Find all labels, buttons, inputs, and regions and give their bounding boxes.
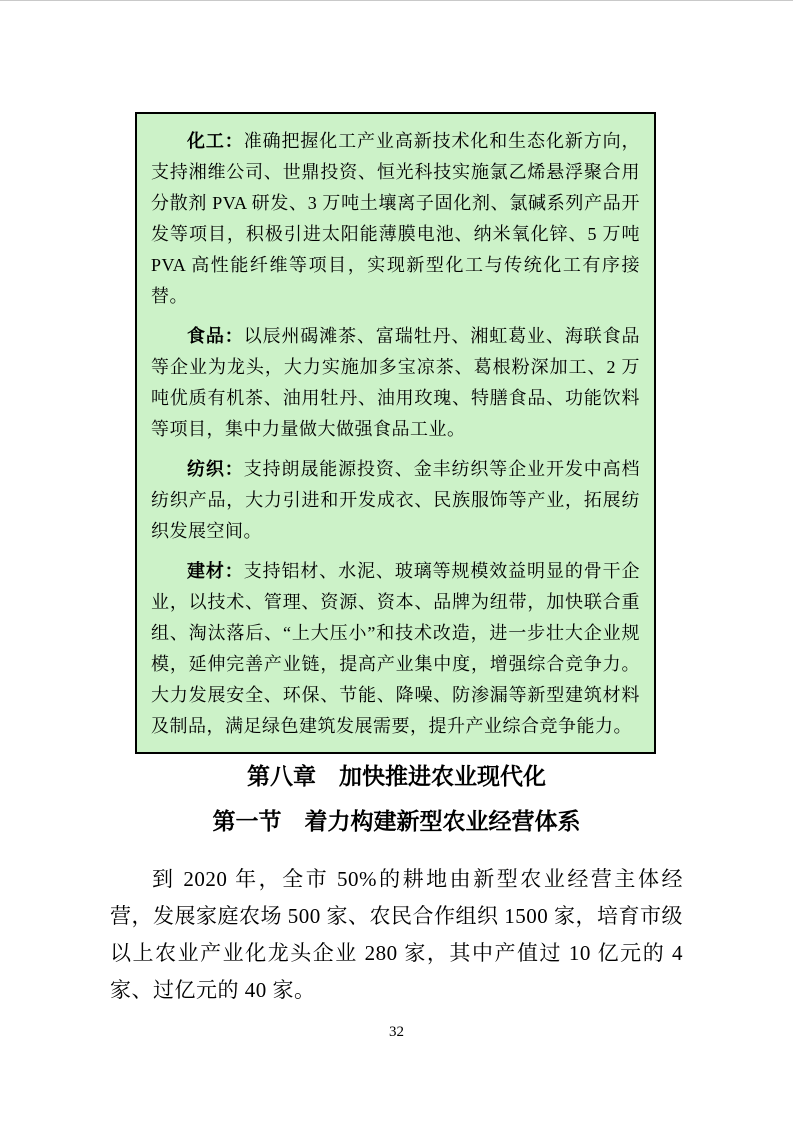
section-heading: 第一节 着力构建新型农业经营体系	[212, 809, 581, 834]
paragraph-food	[151, 321, 640, 445]
label-chemical: 化工：	[187, 131, 244, 151]
page-number: 32	[389, 1024, 404, 1040]
text-chemical: 准确把握化工产业高新技术化和生态化新方向，支持湘维公司、世鼎投资、恒光科技实施氯乙烯悬浮聚合用分散剂 PVA 研发、3 万吨土壤离子固化剂、氯碱系列产品开发等项目，积极引进太阳能薄膜电池、纳米氧化锌、5 万吨 PVA 高性能纤维等项目，实现新型化工与传统化工有序接替。	[151, 131, 641, 306]
paragraph-chemical	[151, 126, 640, 312]
chapter-heading: 第八章 加快推进农业现代化	[247, 763, 546, 789]
text-textile: 支持朗晟能源投资、金丰纺织等企业开发中高档纺织产品，大力引进和开发成衣、民族服饰等产业，拓展纺织发展空间。	[151, 459, 641, 541]
page-top-edge	[0, 0, 793, 1]
text-building-materials: 支持铝材、水泥、玻璃等规模效益明显的骨干企业，以技术、管理、资源、资本、品牌为纽带，加快联合重组、淘汰落后、“上大压小”和技术改造，进一步壮大企业规模，延伸完善产业链，提高产业集中度，增强综合竞争力。大力发展安全、环保、节能、降噪、防渗漏等新型建筑材料及制品，满足绿色建筑发展需要，提升产业综合竞争能力。	[151, 561, 641, 736]
text-food: 以辰州碣滩茶、富瑞牡丹、湘虹葛业、海联食品等企业为龙头，大力实施加多宝凉茶、葛根粉深加工、2 万吨优质有机茶、油用牡丹、油用玫瑰、特膳食品、功能饮料等项目，集中力量做大做强食品工业。	[151, 326, 641, 439]
industry-highlight-box	[135, 112, 656, 754]
label-building-materials: 建材：	[187, 561, 244, 581]
paragraph-building-materials	[151, 556, 640, 742]
paragraph-textile	[151, 454, 640, 547]
label-food: 食品：	[187, 326, 244, 346]
label-textile: 纺织：	[187, 459, 244, 479]
body-paragraph: 到 2020 年，全市 50%的耕地由新型农业经营主体经营，发展家庭农场 500 家、农民合作组织 1500 家，培育市级以上农业产业化龙头企业 280 家，其中产值过 10 亿元的 4 家、过亿元的 40 家。	[110, 867, 683, 1002]
